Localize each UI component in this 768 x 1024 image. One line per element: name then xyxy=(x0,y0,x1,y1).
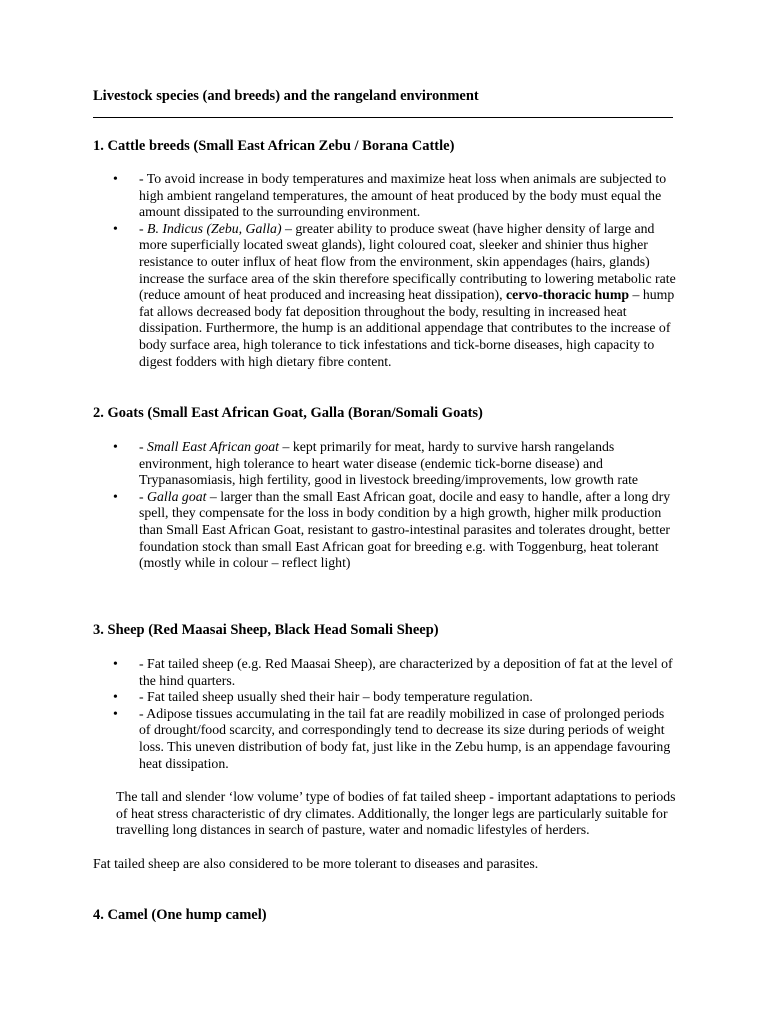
breed-name: Small East African goat xyxy=(147,439,280,454)
section-cattle xyxy=(93,138,683,370)
breed-name: Galla goat xyxy=(147,488,207,504)
list-item: • - Small East African goat – kept primarily for meat, hardy to survive harsh rangelands environment, high tolerance to heart water disease (endemic tick-borne disease) and Trypanasomiasis, high fertility, good in livestock breeding/improvements, low growth rate xyxy=(113,439,639,488)
breed-name: B. Indicus (Zebu, Galla) xyxy=(147,220,282,236)
bullet-icon: • xyxy=(113,656,118,671)
bullet-icon: • xyxy=(113,488,118,504)
paragraph: Fat tailed sheep are also considered to be more tolerant to diseases and parasites. xyxy=(93,855,539,871)
list-item: • - To avoid increase in body temperatures and maximize heat loss when animals are subjected to high ambient rangeland temperatures, the amount of heat produced by the body must equal the amount dissipated to the surrounding environment. xyxy=(113,171,667,220)
section-heading: 4. Camel (One hump camel) xyxy=(93,907,267,923)
list-item: • - B. Indicus (Zebu, Galla) – greater ability to produce sweat (have higher density of large and more superficially located sweat glands), light coloured coat, sleeker and shinier thus higher resistance to outer influx of heat flow from the environment, skin appendages (hairs, glands) increase the surface area of the skin therefore specifically contributing to lowering metabolic rate (reduce amount of heat produced and increasing heat dissipation), cervo-thoracic hump – hump fat allows decreased body fat deposition throughout the body, resulting in increased heat dissipation. Furthermore, the hump is an additional appendage that contributes to the increase of body surface area, high tolerance to tick infestations and tick-borne diseases, high capacity to digest fodders with high dietary fibre content. xyxy=(113,220,676,369)
section-camel xyxy=(93,907,683,924)
document-title: Livestock species (and breeds) and the rangeland environment xyxy=(93,88,479,104)
item-text: To avoid increase in body temperatures and maximize heat loss when animals are subjected to high ambient rangeland temperatures, the amount of heat produced by the body must equal the amount dissipated to the surrounding environment. xyxy=(139,171,667,220)
bullet-icon: • xyxy=(113,220,118,236)
title-divider xyxy=(93,117,673,118)
list-item: • - Fat tailed sheep usually shed their hair – body temperature regulation. xyxy=(113,689,533,705)
item-text: – greater ability to produce sweat (have higher density of large and more superficially located sweat glands), light coloured coat, sleeker and shinier thus higher resistance to outer influx of heat flow from the environment, skin appendages (hairs, glands) increase the surface area of the skin therefore specifically contributing to lowering metabolic rate (reduce amount of heat produced and increasing heat dissipation), xyxy=(139,220,676,303)
bullet-icon: • xyxy=(113,705,118,721)
item-text: Adipose tissues accumulating in the tail fat are readily mobilized in case of prolonged periods of drought/food scarcity, and correspondingly tend to decrease its size during periods of weight loss. This uneven distribution of body fat, just like in the Zebu hump, is an appendage favouring heat dissipation. xyxy=(139,705,671,771)
section-sheep xyxy=(93,622,683,873)
list-item: • - Adipose tissues accumulating in the tail fat are readily mobilized in case of prolonged periods of drought/food scarcity, and correspondingly tend to decrease its size during periods of weight loss. This uneven distribution of body fat, just like in the Zebu hump, is an appendage favouring heat dissipation. xyxy=(113,705,671,771)
item-text: – hump fat allows decreased body fat deposition throughout the body, resulting in increased heat dissipation. Furthermore, the hump is an additional appendage that contributes to the increase of body surface area, high tolerance to tick infestations and tick-borne diseases, high capacity to digest fodders with high dietary fibre content. xyxy=(139,287,675,369)
section-heading: 1. Cattle breeds (Small East African Zebu / Borana Cattle) xyxy=(93,138,455,154)
item-text: – larger than the small East African goat, docile and easy to handle, after a long dry spell, they compensate for the loss in body condition by a high growth, higher milk production than Small East African Goat, resistant to gastro-intestinal parasites and tolerates drought, better foundation stock than small East African goat for breeding e.g. with Toggenburg, heat tolerant (mostly while in colour – reflect light) xyxy=(139,488,671,571)
item-text: Fat tailed sheep (e.g. Red Maasai Sheep), are characterized by a deposition of fat at the level of the hind quarters. xyxy=(139,656,673,688)
section-heading: 2. Goats (Small East African Goat, Galla (Boran/Somali Goats) xyxy=(93,405,483,421)
list-item: • - Fat tailed sheep (e.g. Red Maasai Sheep), are characterized by a deposition of fat at the level of the hind quarters. xyxy=(113,656,673,688)
list-item: • - Galla goat – larger than the small East African goat, docile and easy to handle, after a long dry spell, they compensate for the loss in body condition by a high growth, higher milk production than Small East African Goat, resistant to gastro-intestinal parasites and tolerates drought, better foundation stock than small East African goat for breeding e.g. with Toggenburg, heat tolerant (mostly while in colour – reflect light) xyxy=(113,488,671,571)
item-text: – kept primarily for meat, hardy to survive harsh rangelands environment, high tolerance to heart water disease (endemic tick-borne disease) and Trypanasomiasis, high fertility, good in livestock breeding/improvements, low growth rate xyxy=(139,439,639,488)
bullet-list xyxy=(93,171,683,370)
section-heading: 3. Sheep (Red Maasai Sheep, Black Head Somali Sheep) xyxy=(93,622,439,638)
bullet-icon: • xyxy=(113,171,118,186)
indented-paragraph: The tall and slender ‘low volume’ type of bodies of fat tailed sheep - important adaptations to periods of heat stress characteristic of dry climates. Additionally, the longer legs are particularly suitable for travelling long distances in search of pasture, water and nomadic lifestyles of herders. xyxy=(116,789,676,838)
bullet-icon: • xyxy=(113,439,118,454)
bullet-icon: • xyxy=(113,689,118,705)
key-term: cervo-thoracic hump xyxy=(506,287,630,303)
section-goats xyxy=(93,405,683,572)
bullet-list xyxy=(93,439,683,572)
bullet-list xyxy=(93,656,683,772)
item-text: Fat tailed sheep usually shed their hair – body temperature regulation. xyxy=(147,689,533,705)
